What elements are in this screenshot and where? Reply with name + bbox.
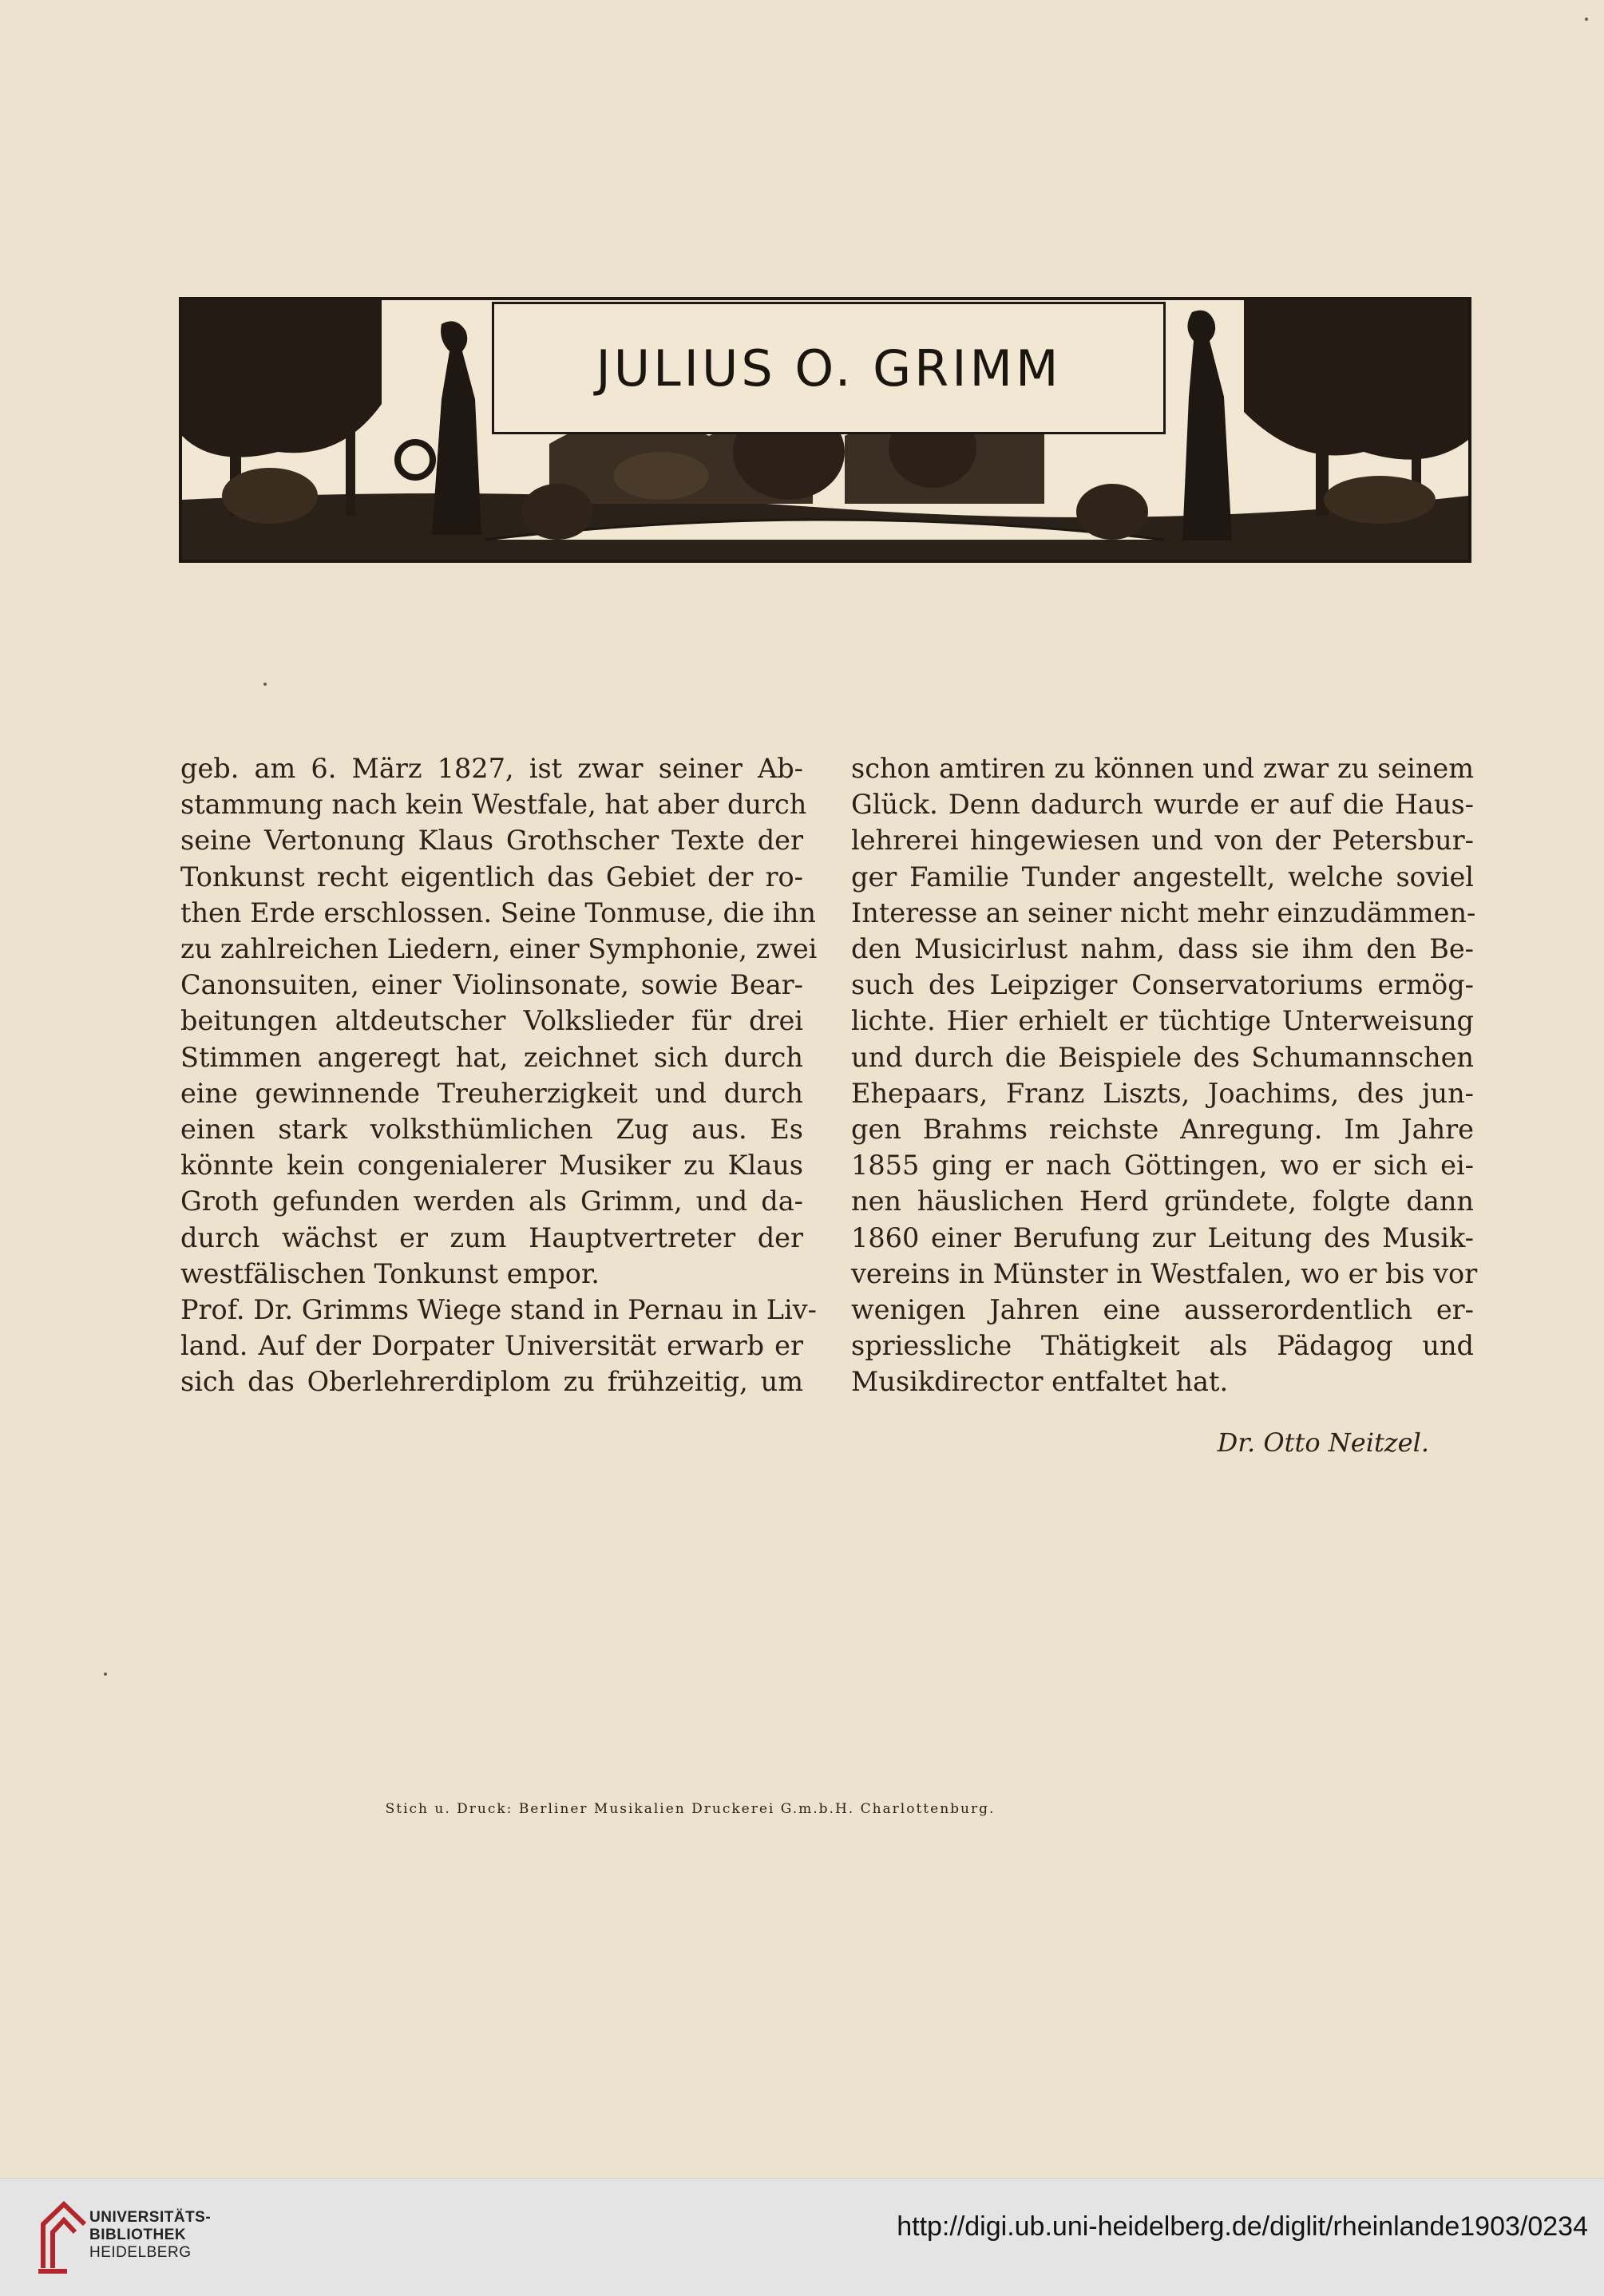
text-line: Ehepaars, Franz Liszts, Joachims, des jun-	[851, 1077, 1474, 1109]
paper-speck	[104, 1673, 107, 1676]
text-line: sich das Oberlehrerdiplom zu frühzeitig, um	[180, 1366, 803, 1398]
text-line: westfälischen Tonkunst empor.	[180, 1257, 600, 1289]
text-line: schon amtiren zu können und zwar zu seinem	[851, 753, 1474, 784]
text-line: einen stark volksthümlichen Zug aus. Es	[180, 1114, 803, 1146]
text-line: geb. am 6. März 1827, ist zwar seiner Ab-	[180, 753, 803, 784]
text-column-right	[851, 750, 1478, 1400]
author-signature: Dr. Otto Neitzel.	[1217, 1427, 1429, 1458]
library-name-line: HEIDELBERG	[89, 2244, 192, 2261]
text-column-left	[180, 750, 818, 1400]
text-line: Tonkunst recht eigentlich das Gebiet der ro-	[180, 861, 803, 893]
text-line: stammung nach kein Westfale, hat aber durch	[180, 789, 807, 821]
text-line: Prof. Dr. Grimms Wiege stand in Pernau in Liv-	[180, 1294, 817, 1326]
text-line: seine Vertonung Klaus Grothscher Texte der	[180, 825, 803, 857]
text-line: spriessliche Thätigkeit als Pädagog und	[851, 1330, 1474, 1362]
text-line: Groth gefunden werden als Grimm, und da-	[180, 1186, 803, 1217]
text-line: ger Familie Tunder angestellt, welche soviel	[851, 861, 1474, 893]
text-line: wenigen Jahren eine ausserordentlich er-	[851, 1294, 1474, 1326]
decorative-header-banner	[179, 297, 1471, 563]
text-line: Interesse an seiner nicht mehr einzudämmen-	[851, 897, 1476, 928]
text-line: zu zahlreichen Liedern, einer Symphonie, zwei	[180, 933, 818, 965]
text-line: such des Leipziger Conservatoriums ermög-	[851, 969, 1474, 1001]
source-url-link[interactable]: http://digi.ub.uni-heidelberg.de/diglit/rheinlande1903/0234	[897, 2211, 1588, 2242]
text-line: 1860 einer Berufung zur Leitung des Musik-	[851, 1221, 1474, 1253]
text-line: beitungen altdeutscher Volkslieder für drei	[180, 1005, 803, 1037]
text-line: Stimmen angeregt hat, zeichnet sich durch	[180, 1041, 803, 1073]
paper-speck	[1585, 18, 1588, 21]
digitization-footer	[0, 2178, 1604, 2296]
text-line: und durch die Beispiele des Schumannschen	[851, 1041, 1474, 1073]
title-panel	[492, 302, 1166, 434]
text-line: lehrerei hingewiesen und von der Petersbur-	[851, 825, 1474, 857]
text-line: then Erde erschlossen. Seine Tonmuse, die ihn	[180, 897, 816, 928]
text-line: Glück. Denn dadurch wurde er auf die Haus-	[851, 789, 1474, 821]
text-line: den Musicirlust nahm, dass sie ihm den Be-	[851, 933, 1474, 965]
text-line: eine gewinnende Treuherzigkeit und durch	[180, 1077, 803, 1109]
text-line: Musikdirector entfaltet hat.	[851, 1366, 1229, 1398]
library-name-line: BIBLIOTHEK	[89, 2227, 187, 2243]
library-name-line: UNIVERSITÄTS-	[89, 2209, 212, 2226]
library-logo-icon	[35, 2196, 93, 2276]
article-title: JULIUS O. GRIMM	[596, 338, 1062, 398]
printer-imprint: Stich u. Druck: Berliner Musikalien Druckerei G.m.b.H. Charlottenburg.	[385, 1801, 996, 1817]
text-line: gen Brahms reichste Anregung. Im Jahre	[851, 1114, 1474, 1146]
text-line: Canonsuiten, einer Violinsonate, sowie Bear-	[180, 969, 803, 1001]
text-line: 1855 ging er nach Göttingen, wo er sich ei-	[851, 1150, 1474, 1182]
text-line: lichte. Hier erhielt er tüchtige Unterweisung	[851, 1005, 1474, 1037]
paper-speck	[263, 683, 267, 686]
text-line: durch wächst er zum Hauptvertreter der	[180, 1221, 803, 1253]
text-line: nen häuslichen Herd gründete, folgte dann	[851, 1186, 1474, 1217]
text-line: land. Auf der Dorpater Universität erwarb er	[180, 1330, 803, 1362]
library-name	[89, 2209, 211, 2262]
text-line: könnte kein congenialerer Musiker zu Klaus	[180, 1150, 803, 1182]
text-line: vereins in Münster in Westfalen, wo er bis vor	[851, 1257, 1478, 1289]
